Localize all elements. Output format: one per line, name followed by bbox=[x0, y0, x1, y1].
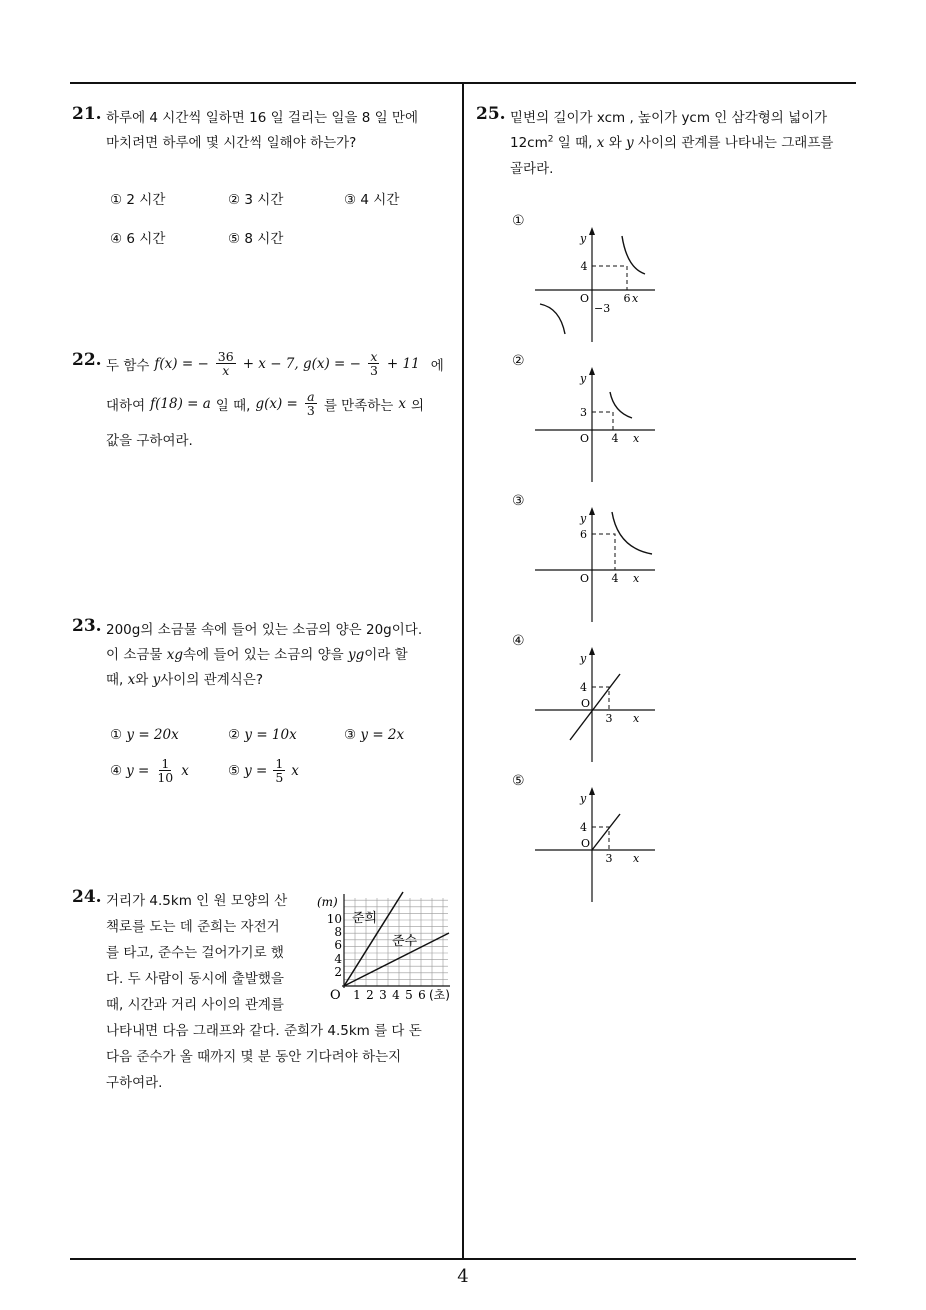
y-axis-arrow bbox=[589, 507, 595, 515]
option-marker: ① bbox=[110, 727, 123, 743]
option-formula: x bbox=[291, 762, 299, 779]
y-unit-label: (m) bbox=[317, 895, 338, 909]
graph-option-2-marker: ② bbox=[512, 353, 525, 369]
question-text-line: 책로를 도는 데 준희는 자전거 bbox=[106, 919, 280, 935]
page-number: 4 bbox=[457, 1266, 469, 1287]
math: y bbox=[152, 672, 161, 688]
math: yg bbox=[347, 647, 365, 663]
series-label-b: 준수 bbox=[392, 934, 418, 949]
x-tick: 3 bbox=[379, 988, 387, 1002]
question-text-line bbox=[106, 668, 263, 688]
text: 와 bbox=[608, 135, 622, 151]
y-label: y bbox=[580, 512, 587, 525]
y-tick: 4 bbox=[580, 821, 587, 834]
y-tick: 2 bbox=[334, 965, 342, 979]
y-tick: 4 bbox=[580, 260, 588, 273]
text: 일 때, bbox=[215, 397, 251, 414]
text: 와 bbox=[135, 672, 149, 688]
x-label: x bbox=[633, 852, 640, 865]
text: 이 소금물 bbox=[106, 647, 163, 663]
option-marker: ⑤ bbox=[228, 762, 241, 779]
question-text-line bbox=[510, 131, 833, 151]
question-text-line: 마치려면 하루에 몇 시간씩 일해야 하는가? bbox=[106, 135, 357, 151]
denominator: 10 bbox=[157, 770, 174, 786]
origin-label: O bbox=[580, 572, 590, 585]
series-label-a: 준희 bbox=[352, 911, 378, 926]
y-tick: 4 bbox=[580, 681, 587, 694]
option-formula: y = 20x bbox=[126, 727, 179, 743]
option-formula: y = 2x bbox=[360, 727, 405, 743]
curve-lower bbox=[540, 304, 565, 334]
text: 때, bbox=[106, 672, 124, 688]
numerator: 36 bbox=[217, 349, 234, 364]
y-axis-arrow bbox=[589, 227, 595, 235]
graph-option-5-marker: ⑤ bbox=[512, 773, 525, 789]
denominator: x bbox=[222, 363, 230, 379]
y-tick: 6 bbox=[334, 938, 342, 952]
math: f(18) = a bbox=[150, 395, 211, 412]
y-tick: 10 bbox=[326, 912, 342, 926]
graph-option-3 bbox=[530, 502, 660, 627]
graph-option-4-marker: ④ bbox=[512, 633, 525, 649]
bottom-rule bbox=[70, 1258, 856, 1260]
text: 의 bbox=[410, 397, 424, 414]
numerator: a bbox=[307, 389, 315, 404]
question-text-line: 200g의 소금물 속에 들어 있는 소금의 양은 20g이다. bbox=[106, 622, 423, 638]
option-2: ② 3 시간 bbox=[228, 192, 284, 208]
denominator: 3 bbox=[306, 403, 315, 419]
x-tick: 1 bbox=[353, 988, 361, 1002]
y-label: y bbox=[580, 792, 587, 805]
question-number: 22. bbox=[72, 350, 102, 370]
superscript: 2 bbox=[547, 134, 554, 145]
numerator: x bbox=[370, 349, 378, 364]
option-2 bbox=[228, 727, 297, 743]
denominator: 5 bbox=[275, 770, 284, 786]
option-4 bbox=[110, 757, 189, 784]
numerator: 1 bbox=[275, 756, 284, 771]
fraction bbox=[368, 350, 380, 377]
option-5: ⑤ 8 시간 bbox=[228, 231, 284, 247]
distance-time-graph bbox=[312, 888, 458, 1006]
graph-option-2 bbox=[530, 362, 660, 487]
origin-label: O bbox=[580, 292, 590, 305]
option-marker: ④ bbox=[110, 762, 123, 779]
option-4: ④ 6 시간 bbox=[110, 231, 166, 247]
y-tick: 6 bbox=[580, 528, 587, 541]
option-formula: x bbox=[181, 762, 189, 779]
graph-option-3-marker: ③ bbox=[512, 493, 525, 509]
y-label: y bbox=[580, 232, 587, 245]
question-text-line: 골라라. bbox=[510, 161, 554, 177]
option-1: ① 2 시간 bbox=[110, 192, 166, 208]
origin-label: O bbox=[580, 432, 590, 445]
question-text-line: 거리가 4.5km 인 원 모양의 산 bbox=[106, 893, 288, 909]
x-tick: 4 bbox=[611, 572, 619, 585]
y-tick: 3 bbox=[580, 406, 587, 419]
line-segment bbox=[592, 814, 620, 850]
text: 를 만족하는 bbox=[323, 397, 394, 414]
question-text-line: 하루에 4 시간씩 일하면 16 일 걸리는 일을 8 일 만에 bbox=[106, 110, 419, 126]
text: 이라 할 bbox=[364, 647, 408, 663]
option-formula: y = bbox=[244, 762, 268, 779]
math: g(x) = bbox=[255, 395, 298, 412]
question-number: 25. bbox=[476, 104, 506, 124]
math: xg bbox=[166, 647, 184, 663]
origin-label: O bbox=[330, 988, 341, 1003]
question-text-line: 다음 준수가 올 때까지 몇 분 동안 기다려야 하는지 bbox=[106, 1049, 402, 1065]
question-number: 24. bbox=[72, 887, 102, 907]
x-tick: 3 bbox=[605, 852, 613, 865]
x-label: x bbox=[633, 432, 640, 445]
x-tick: 6 bbox=[418, 988, 426, 1002]
guide-dashes bbox=[592, 266, 627, 290]
option-3: ③ 4 시간 bbox=[344, 192, 400, 208]
text: 속에 들어 있는 소금의 양을 bbox=[183, 647, 344, 663]
option-marker: ③ bbox=[344, 727, 357, 743]
option-marker: ② bbox=[228, 727, 241, 743]
origin-label: O bbox=[581, 697, 591, 710]
question-text-line: 값을 구하여라. bbox=[106, 433, 193, 449]
question-text-line: 다. 두 사람이 동시에 출발했을 bbox=[106, 971, 284, 987]
line-through-origin bbox=[570, 674, 620, 740]
question-number: 21. bbox=[72, 104, 102, 124]
option-1 bbox=[110, 727, 179, 743]
question-text-line: 구하여라. bbox=[106, 1075, 163, 1091]
text: 에 bbox=[430, 357, 444, 374]
guide-dashes bbox=[592, 412, 613, 430]
fraction bbox=[216, 350, 236, 377]
graph-option-1-marker: ① bbox=[512, 213, 525, 229]
x-unit-label: (초) bbox=[429, 988, 450, 1002]
x-label: x bbox=[633, 712, 640, 725]
graph-option-4 bbox=[530, 642, 660, 767]
text: 두 함수 bbox=[106, 357, 150, 374]
text: 일 때, bbox=[557, 135, 593, 151]
math: + x − 7, g(x) = − bbox=[242, 355, 361, 372]
y-tick: 8 bbox=[334, 925, 342, 939]
question-text-line bbox=[106, 643, 408, 663]
option-formula: y = bbox=[126, 762, 150, 779]
y-tick: 4 bbox=[334, 952, 342, 966]
math: x bbox=[398, 395, 406, 412]
x-tick: 3 bbox=[605, 712, 613, 725]
question-text-line bbox=[106, 350, 444, 377]
math: f(x) = − bbox=[154, 355, 209, 372]
y-axis-arrow bbox=[589, 367, 595, 375]
y-label: y bbox=[580, 652, 587, 665]
fraction bbox=[273, 757, 285, 784]
denominator: 3 bbox=[369, 363, 378, 379]
column-divider bbox=[462, 82, 464, 1260]
x-label: x bbox=[632, 292, 639, 305]
text: 12cm bbox=[510, 135, 548, 151]
option-5 bbox=[228, 757, 299, 784]
fraction bbox=[305, 390, 317, 417]
fraction bbox=[155, 757, 175, 784]
graph-option-5 bbox=[530, 782, 660, 907]
x-tick: 4 bbox=[392, 988, 400, 1002]
curve-upper bbox=[622, 236, 645, 274]
x-tick: 4 bbox=[611, 432, 619, 445]
question-text-line: 나타내면 다음 그래프와 같다. 준희가 4.5km 를 다 돈 bbox=[106, 1023, 422, 1039]
question-text-line: 때, 시간과 거리 사이의 관계를 bbox=[106, 997, 284, 1013]
math: x bbox=[127, 672, 136, 688]
text: 대하여 bbox=[106, 397, 146, 414]
text: 사이의 관계를 나타내는 그래프를 bbox=[637, 135, 834, 151]
y-axis-arrow bbox=[589, 647, 595, 655]
option-3 bbox=[344, 727, 404, 743]
x-tick: 6 bbox=[623, 292, 631, 305]
math: y bbox=[626, 135, 634, 151]
guide-dashes bbox=[592, 534, 615, 570]
text: 사이의 관계식은? bbox=[160, 672, 263, 688]
graph-option-1 bbox=[530, 222, 660, 347]
question-text-line bbox=[106, 390, 424, 417]
question-number: 23. bbox=[72, 616, 102, 636]
negative-tick: −3 bbox=[594, 302, 611, 315]
x-label: x bbox=[633, 572, 640, 585]
x-tick: 5 bbox=[405, 988, 413, 1002]
curve bbox=[612, 512, 652, 554]
numerator: 1 bbox=[161, 756, 170, 771]
origin-label: O bbox=[581, 837, 591, 850]
option-formula: y = 10x bbox=[244, 727, 297, 743]
math: + 11 bbox=[386, 355, 420, 372]
question-text-line: 를 타고, 준수는 걸어가기로 했 bbox=[106, 945, 284, 961]
y-label: y bbox=[580, 372, 587, 385]
x-tick: 2 bbox=[366, 988, 374, 1002]
question-text-line: 밑변의 길이가 xcm , 높이가 ycm 인 삼각형의 넓이가 bbox=[510, 110, 828, 126]
y-axis-arrow bbox=[589, 787, 595, 795]
math: x bbox=[596, 135, 605, 151]
